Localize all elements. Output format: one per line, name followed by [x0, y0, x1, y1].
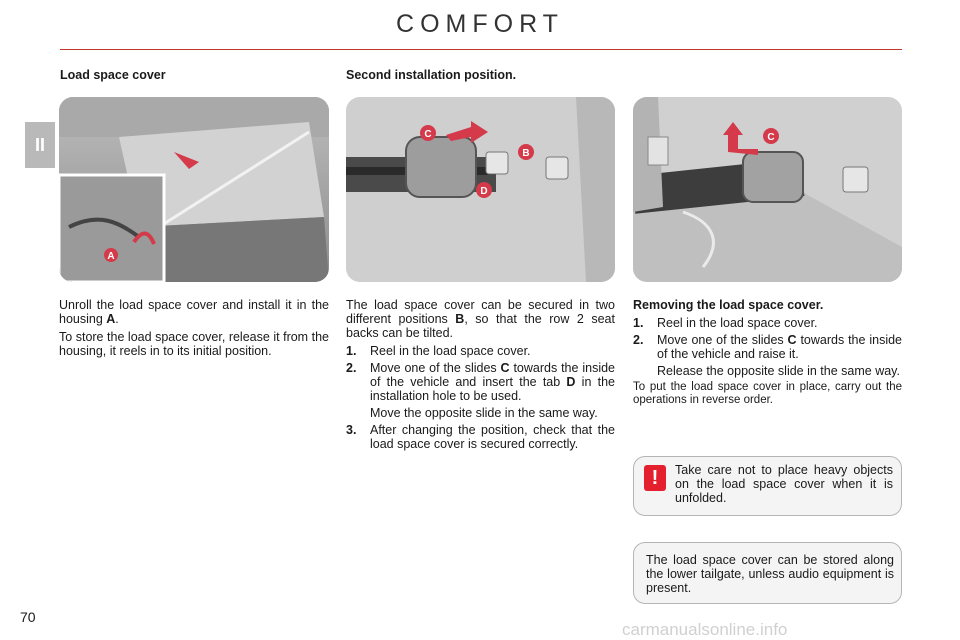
callout-c-label-2: C [767, 132, 775, 143]
warning-icon: ! [644, 465, 666, 491]
slide-illustration [346, 97, 615, 282]
title-divider [60, 49, 902, 50]
col2-step-1: 1. Reel in the load space cover. [346, 344, 531, 358]
col2-text [346, 298, 615, 454]
callout-d-label: D [480, 186, 488, 197]
col2-step-3: 3. After changing the position, check that the load space cover is secured correctly. [346, 423, 615, 451]
callout-b-label: B [522, 148, 530, 159]
warning-box [633, 456, 902, 516]
trunk-illustration [59, 97, 329, 282]
col1-text [59, 298, 329, 362]
col3-step-2-extra: Release the opposite slide in the same way. [657, 364, 900, 378]
second-position-heading: Second installation position. [346, 68, 517, 82]
removal-photo [633, 97, 902, 282]
callout-c-label: C [424, 129, 432, 140]
second-position-photo [346, 97, 615, 282]
removing-heading: Removing the load space cover. [633, 298, 824, 312]
page-number: 70 [20, 609, 36, 625]
positions-intro: The load space cover can be secured in two different positions B, so that the row 2 seat backs can be tilted. [346, 298, 615, 340]
info-box [633, 542, 902, 604]
load-space-cover-heading: Load space cover [60, 68, 166, 82]
store-paragraph: To store the load space cover, release it from the housing, it reels in to its initial position. [59, 330, 329, 358]
col3-step-2: 2. Move one of the slides C towards the inside of the vehicle and raise it. [633, 333, 902, 361]
col2-step-2-extra: Move the opposite slide in the same way. [370, 406, 598, 420]
page-title: COMFORT [396, 10, 564, 38]
info-text: The load space cover can be stored along the lower tailgate, unless audio equipment is present. [646, 553, 894, 595]
callout-a-label: A [107, 251, 115, 262]
col3-step-1: 1. Reel in the load space cover. [633, 316, 818, 330]
section-tab: II [25, 122, 55, 168]
reverse-order-note: To put the load space cover in place, carry out the operations in reverse order. [633, 381, 902, 406]
unroll-paragraph: Unroll the load space cover and install it in the housing A. [59, 298, 329, 326]
load-space-cover-photo [59, 97, 329, 282]
col2-step-2: 2. Move one of the slides C towards the inside of the vehicle and insert the tab D in the installation hole to be used. [346, 361, 615, 403]
warning-text: Take care not to place heavy objects on the load space cover when it is unfolded. [675, 463, 893, 505]
removal-illustration [633, 97, 902, 282]
col3-text [633, 298, 902, 407]
watermark: carmanualsonline.info [622, 620, 788, 639]
